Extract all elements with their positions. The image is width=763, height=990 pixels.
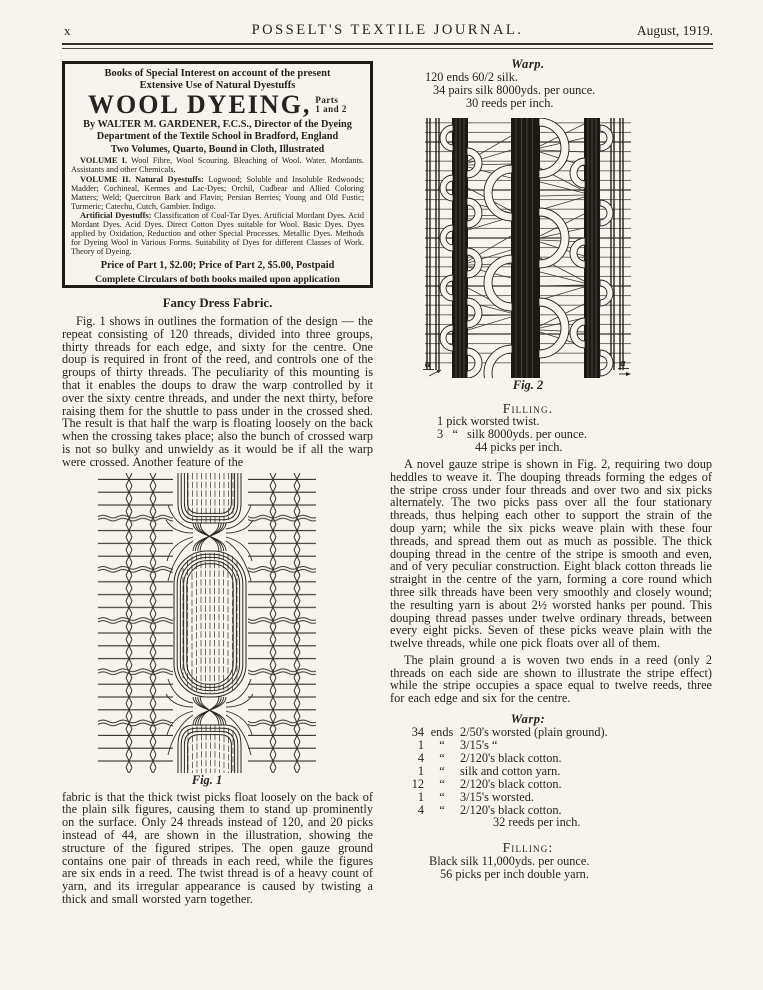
- warp-row-unit: “: [439, 789, 445, 804]
- ad-author-byline: By WALTER M. GARDENER, F.C.S., Director of the Dyeing Department of the Textile School in Bradford, England: [83, 119, 352, 142]
- warp-table-row: [390, 778, 712, 791]
- warp-row-desc: 2/120's black cotton.: [460, 750, 562, 765]
- page-header: [62, 20, 713, 40]
- warp-row-qty: 4: [417, 750, 424, 765]
- ad-parts-line1: Parts: [315, 94, 339, 105]
- warp-row-desc: 3/15's worsted.: [460, 789, 534, 804]
- warp-row-qty: 1: [417, 763, 424, 778]
- warp-row-unit: “: [439, 737, 445, 752]
- figure-1-block: [98, 473, 316, 787]
- filling-spec-line-1: 1 pick worsted twist.: [437, 414, 540, 429]
- fig2-ground-label-left: a: [425, 357, 431, 370]
- ad-volume-2-text: Logwood; Soluble and Insoluble Redwoods; Madder; Cochineal, Kermes and Lac-Dyes; Orchil, Cudbear and Allied Coloring Matters; Weld; Quercitron Bark and Flavin; Persian Berries; Young and Old Fustic; Turmeric; Catechu, Cutch, Gambier. Indigo.: [71, 174, 364, 211]
- figure-2-caption: Fig. 2: [512, 377, 544, 392]
- filling-spec-line-3: 44 picks per inch.: [475, 440, 563, 455]
- ad-volume-1-text: Wool Fibre, Wool Scouring. Bleaching of Wool. Water. Mordants. Assistants and other Chemicals.: [71, 156, 364, 174]
- ad-volume-2-subject: Natural Dyestuffs:: [135, 174, 204, 184]
- ad-publisher-row: [71, 286, 364, 288]
- warp-row-unit: “: [439, 763, 445, 778]
- warp-row-desc: 2/120's black cotton.: [460, 802, 562, 817]
- warp-row-qty: 12: [411, 776, 424, 791]
- ad-circulars-line: Complete Circulars of both books mailed upon application: [94, 273, 341, 285]
- article-heading: Fancy Dress Fabric.: [162, 296, 273, 310]
- header-rule: [62, 43, 713, 49]
- ad-price-line: Price of Part 1, $2.00; Price of Part 2, $5.00, Postpaid: [100, 259, 335, 271]
- right-paragraph-1: A novel gauze stripe is shown in Fig. 2, requiring two doup heddles to weave it. The douping threads forming the edges of the stripe cross under four threads and over two and six picks alternately. The two picks pass over all the four stationary threads, thus helping each other to support the strain of the doup yarn; while the six picks weave plain with these four threads, and spread them out as much as possible. The thick douping thread in the centre of the stripe is smooth and even, and of very peculiar construction. Eight black cotton threads lie straight in the centre of the yarn, forming a core round which three silk threads have been very smoothly and closely wound; the resulting yarn is about 2½ worsted hanks per pound. This douping thread passes under twelve ordinary threads, between every eight picks. Seven of these picks weave plain with the twelve threads, while one pick floats over all of them.: [390, 456, 712, 651]
- ad-volume-2: [71, 176, 364, 212]
- issue-date: August, 1919.: [636, 23, 713, 38]
- right-paragraph-2: The plain ground a is woven two ends in a reed (only 2 threads on each side are shown to illustrate the stripe effect) while the stripe occupies a space equal to twelve reeds, three for each edge and six for the centre.: [390, 652, 712, 706]
- ad-edition-line: Two Volumes, Quarto, Bound in Cloth, Illustrated: [110, 144, 325, 155]
- ad-artificial-dyes: [71, 212, 364, 257]
- warp-table-row: [390, 752, 712, 765]
- ad-artificial-label: Artificial Dyestuffs:: [80, 211, 152, 221]
- journal-title: POSSELT'S TEXTILE JOURNAL.: [251, 22, 524, 38]
- ad-volume-1-label: VOLUME I.: [80, 156, 128, 165]
- warp-row-unit: ends: [430, 725, 454, 740]
- ad-address-line1: [278, 286, 364, 288]
- ad-volume-2-label: VOLUME II.: [80, 174, 131, 184]
- ad-tagline-2: Extensive Use of Natural Dyestuffs: [139, 79, 296, 91]
- ad-tagline-1: Books of Special Interest on account of the present: [104, 68, 331, 79]
- warp-table-row: [390, 739, 712, 752]
- ad-book-title: WOOL DYEING,: [88, 90, 312, 119]
- fig1-gauze-weave-diagram: [98, 473, 316, 773]
- filling-bottom-line-1: Black silk 11,000yds. per ounce.: [429, 853, 590, 868]
- filling-heading-bottom: Filling:: [502, 840, 554, 856]
- warp-row-unit: “: [439, 750, 445, 765]
- warp-row-qty: 34: [411, 725, 424, 740]
- warp-heading-top: Warp.: [511, 57, 545, 71]
- warp-spec-line-3: 30 reeds per inch.: [466, 95, 554, 110]
- warp-row-qty: 1: [417, 789, 424, 804]
- figure-1-caption: Fig. 1: [191, 772, 223, 787]
- warp-table-row: [390, 765, 712, 778]
- warp-heading-bottom: Warp:: [510, 712, 546, 727]
- warp-row-desc: 2/120's black cotton.: [460, 776, 562, 791]
- book-advertisement: [62, 61, 373, 288]
- filling-heading-top: Filling.: [502, 400, 554, 416]
- warp-spec-line-1: 120 ends 60/2 silk.: [425, 70, 518, 84]
- filling-spec-line-2: 3 “ silk 8000yds. per ounce.: [437, 427, 587, 442]
- ad-publisher-address: [278, 286, 364, 288]
- ad-title-row: [71, 92, 364, 118]
- warp-row-desc: silk and cotton yarn.: [460, 763, 561, 778]
- warp-table-row: [390, 791, 712, 804]
- warp-row-qty: 1: [417, 737, 424, 752]
- warp-row-unit: “: [439, 802, 445, 817]
- warp-row-qty: 4: [417, 802, 424, 817]
- ad-artificial-text: Classification of Coal-Tar Dyes. Artificial Mordant Dyes. Acid Mordant Dyes. Acid Dyes. Direct Cotton Dyes suitable for Wool. Basic Dyes. Dyes applied by Oxidation, Reduction and other Special Processes. Metallic Dyes. Methods for Dyeing Wool in Various Forms. Suitability of Dyes for different Classes of Work. Theory of Dyeing.: [71, 211, 364, 257]
- warp-spec-line-2: 34 pairs silk 8000yds. per ounce.: [433, 82, 596, 97]
- fig2-ground-label-right: a: [620, 356, 626, 369]
- warp-row-desc: 3/15's “: [460, 737, 498, 752]
- article-paragraph-1: Fig. 1 shows in outlines the formation of the design — the repeat consisting of 120 threads, divided into three groups, thirty threads for each edge, and sixty for the centre. One doup is required in front of the reed, and controls one of the groups of thirty threads. The peculiarity of this mounting is that it enables the doups to draw the warp controlled by it over the sixty centre threads, and under the next thirty, before raising them for the shuttle to pass under in the crossed shed. The result is that half the warp is floating loosely on the back when the crossing takes place; also the bunch of crossed warp is not so bulky and unwieldy as it would be if all the warp were crossed. Another feature of the: [62, 314, 373, 469]
- warp-row-unit: “: [439, 776, 445, 791]
- left-column: [62, 58, 373, 906]
- filling-bottom-line-2: 56 picks per inch double yarn.: [440, 866, 589, 881]
- right-column: [390, 58, 712, 881]
- warp-reeds-line: 32 reeds per inch.: [493, 815, 581, 830]
- ad-parts-label: [315, 96, 347, 115]
- fig2-gauze-stripe-diagram: [423, 118, 633, 378]
- ad-volume-1: [71, 157, 364, 175]
- article-paragraph-2: fabric is that the thick twist picks float loosely on the back of the plain silk figures, causing them to stand up prominently on the surface. Only 24 threads instead of 120, and 20 picks instead of 44, are shown in the illustration, showing the structure of the figured stripes. The open gauze ground contains one pair of threads in each reed, while the figures are six ends in a reed. The twist thread is of a heavy count of yarn, and its irregular appearance is caused by twisting a thick and small worsted yarn together.: [62, 789, 373, 906]
- page-number: x: [64, 23, 71, 38]
- warp-row-desc: 2/50's worsted (plain ground).: [460, 725, 608, 740]
- figure-2-block: [423, 118, 633, 392]
- ad-parts-line2: 1 and 2: [315, 104, 347, 114]
